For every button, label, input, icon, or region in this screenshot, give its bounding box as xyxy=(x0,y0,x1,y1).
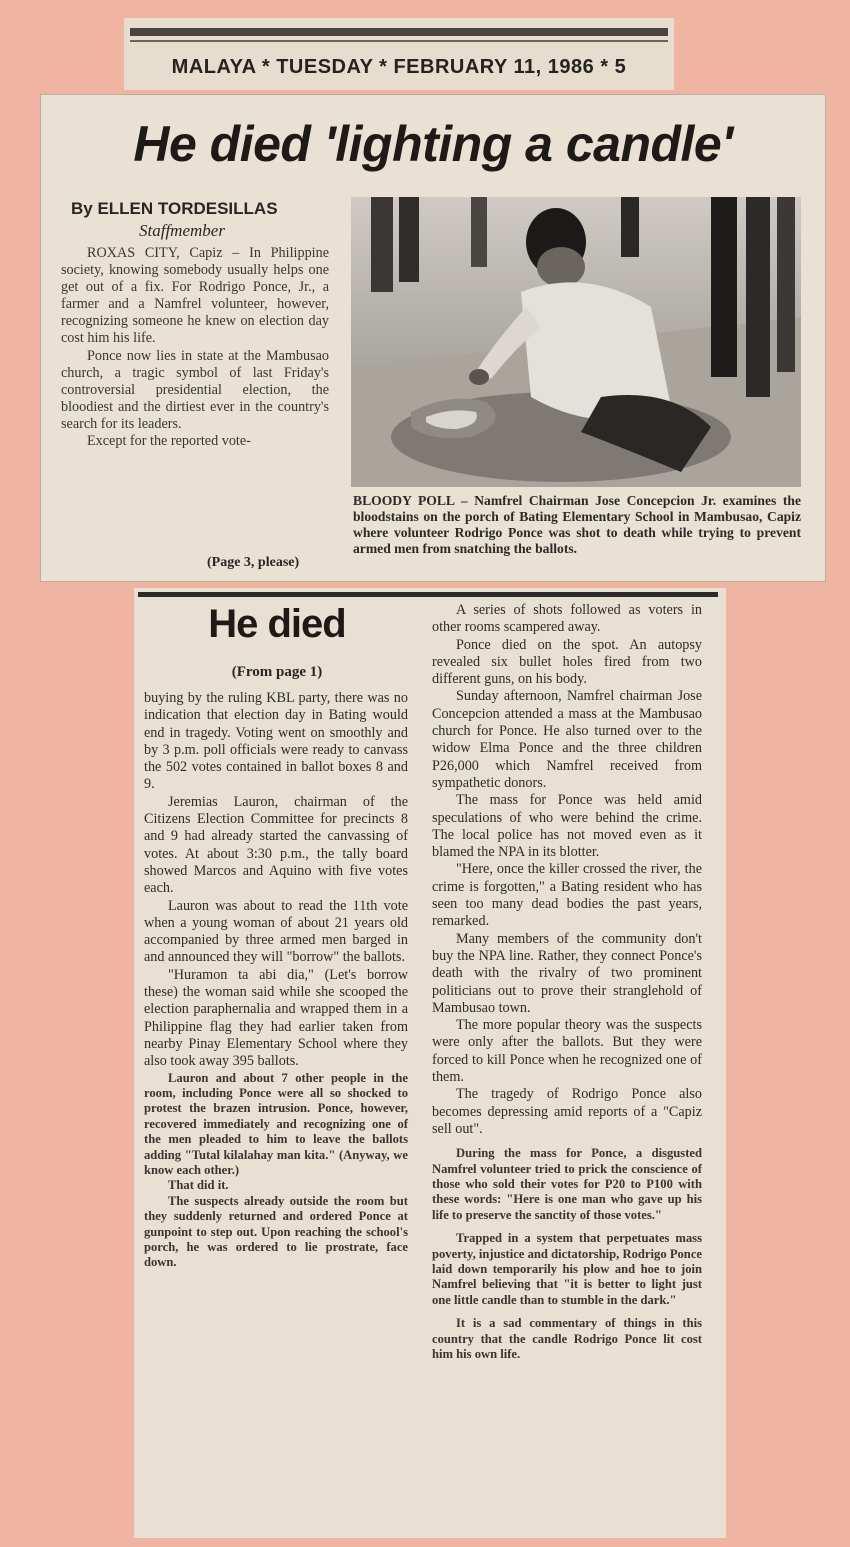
masthead-rule xyxy=(130,28,668,36)
jump-from-note: (From page 1) xyxy=(231,664,323,680)
column-paragraph: Lauron was about to read the 11th vote when a young woman of about 21 years old accompanied by three armed men barged in and announced they will "borrow" the ballots. xyxy=(144,897,408,966)
column-paragraph: Trapped in a system that perpetuates mass poverty, injustice and dictatorship, Rodrigo Ponce laid down temporarily his plow and hoe to join Namfrel believing that "it is better to light just one little candle than to stumble in the dark." xyxy=(432,1231,702,1307)
column-paragraph: Ponce died on the spot. An autopsy revealed six bullet holes fired from two different guns, on his body. xyxy=(432,636,702,688)
byline: By ELLEN TORDESILLAS xyxy=(71,199,278,218)
jump-page-clipping xyxy=(134,588,726,1538)
column-paragraph: "Huramon ta abi dia," (Let's borrow these) the woman said while she scooped the election paraphernalia and wrapped them in a Philippine flag they had earlier taken from nearby Pinay Elementary School where they also took away 395 ballots. xyxy=(144,966,408,1070)
lead-column xyxy=(61,245,329,450)
front-page-clipping xyxy=(40,94,826,582)
column-paragraph: The suspects already outside the room but they suddenly returned and ordered Ponce at gunpoint to step out. Upon reaching the school's porch, he was ordered to lie prostrate, face down. xyxy=(144,1193,408,1270)
jump-headline: He died xyxy=(208,602,346,646)
news-photo-image xyxy=(351,197,801,487)
column-paragraph: Sunday afternoon, Namfrel chairman Jose Concepcion attended a mass at the Mambusao church for Ponce. He also turned over to the widow Elma Ponce and the three children P26,000 which Namfrel received from sympathetic donors. xyxy=(432,688,702,791)
column-paragraph: A series of shots followed as voters in other rooms scampered away. xyxy=(432,602,702,636)
byline-role: Staffmember xyxy=(139,221,225,240)
column-paragraph: It is a sad commentary of things in this country that the candle Rodrigo Ponce lit cost him his own life. xyxy=(432,1316,702,1362)
column-paragraph: That did it. xyxy=(168,1178,229,1193)
column-paragraph: Jeremias Lauron, chairman of the Citizens Election Committee for precincts 8 and 9 had already started the canvassing of votes. At about 3:30 p.m., the tally board showed Marcos and Aquino with five votes each. xyxy=(144,793,408,897)
column-paragraph: The mass for Ponce was held amid speculations of who were behind the crime. The local police has not moved even as it blamed the NPA in its blotter. xyxy=(432,792,702,861)
column-paragraph: The tragedy of Rodrigo Ponce also becomes depressing amid reports of a "Capiz sell out". xyxy=(432,1086,702,1137)
masthead-dateline: MALAYA * TUESDAY * FEBRUARY 11, 1986 * 5 xyxy=(171,56,627,78)
masthead-strip xyxy=(124,18,674,90)
headline: He died 'lighting a candle' xyxy=(133,116,733,172)
news-photo xyxy=(351,197,801,487)
column-paragraph: The more popular theory was the suspects were only after the ballots. But they were forced to kill Ponce when he recognized one of them. xyxy=(432,1017,702,1086)
column-paragraph: Many members of the community don't buy the NPA line. Rather, they connect Ponce's death with the rivalry of two prominent politicians out to prove their stranglehold of Mambusao town. xyxy=(432,930,702,1016)
lead-paragraph: Ponce now lies in state at the Mambusao church, a tragic symbol of last Friday's controversial presidential election, the bloodiest and the dirtiest ever in the country's search for its leaders. xyxy=(61,347,329,432)
masthead-rule-thin xyxy=(130,40,668,42)
column-paragraph: During the mass for Ponce, a disgusted Namfrel volunteer tried to prick the conscience of those who sold their votes for P20 to P100 with these words: "Here is one man who gave up his life to preserve the sanctity of those votes." xyxy=(432,1146,702,1222)
article-column-1 xyxy=(144,690,408,1271)
column-paragraph: buying by the ruling KBL party, there was no indication that election day in Bating would end in tragedy. Voting went on smoothly and by 3 p.m. poll officials were ready to canvass the 502 votes contained in ballot boxes 8 and 9. xyxy=(144,690,408,793)
column-paragraph: "Here, once the killer crossed the river, the crime is forgotten," a Bating resident who has seen too many dead bodies the past years, remarked. xyxy=(432,861,702,930)
article-column-2 xyxy=(432,602,702,1362)
continued-note: (Page 3, please) xyxy=(207,555,300,570)
column-paragraph: Lauron and about 7 other people in the room, including Ponce were all so shocked to protest the brazen intrusion. Ponce, however, recovered immediately and recognizing one of the men pleaded to him to leave the ballots adding "Tutal kilalahay man kita." (Anyway, we know each other.) xyxy=(144,1070,408,1177)
jump-top-rule xyxy=(138,592,718,597)
photo-caption: BLOODY POLL – Namfrel Chairman Jose Concepcion Jr. examines the bloodstains on the porch of Bating Elementary School in Mambusao, Capiz where volunteer Rodrigo Ponce was shot to death while trying to prevent armed men from snatching the ballots. xyxy=(353,493,801,556)
lead-paragraph: ROXAS CITY, Capiz – In Philippine society, knowing somebody usually helps one get out of a fix. For Rodrigo Ponce, Jr., a farmer and a Namfrel volunteer, however, recognizing someone he knew on election day cost him his life. xyxy=(61,245,329,347)
lead-paragraph: Except for the reported vote- xyxy=(87,433,251,450)
